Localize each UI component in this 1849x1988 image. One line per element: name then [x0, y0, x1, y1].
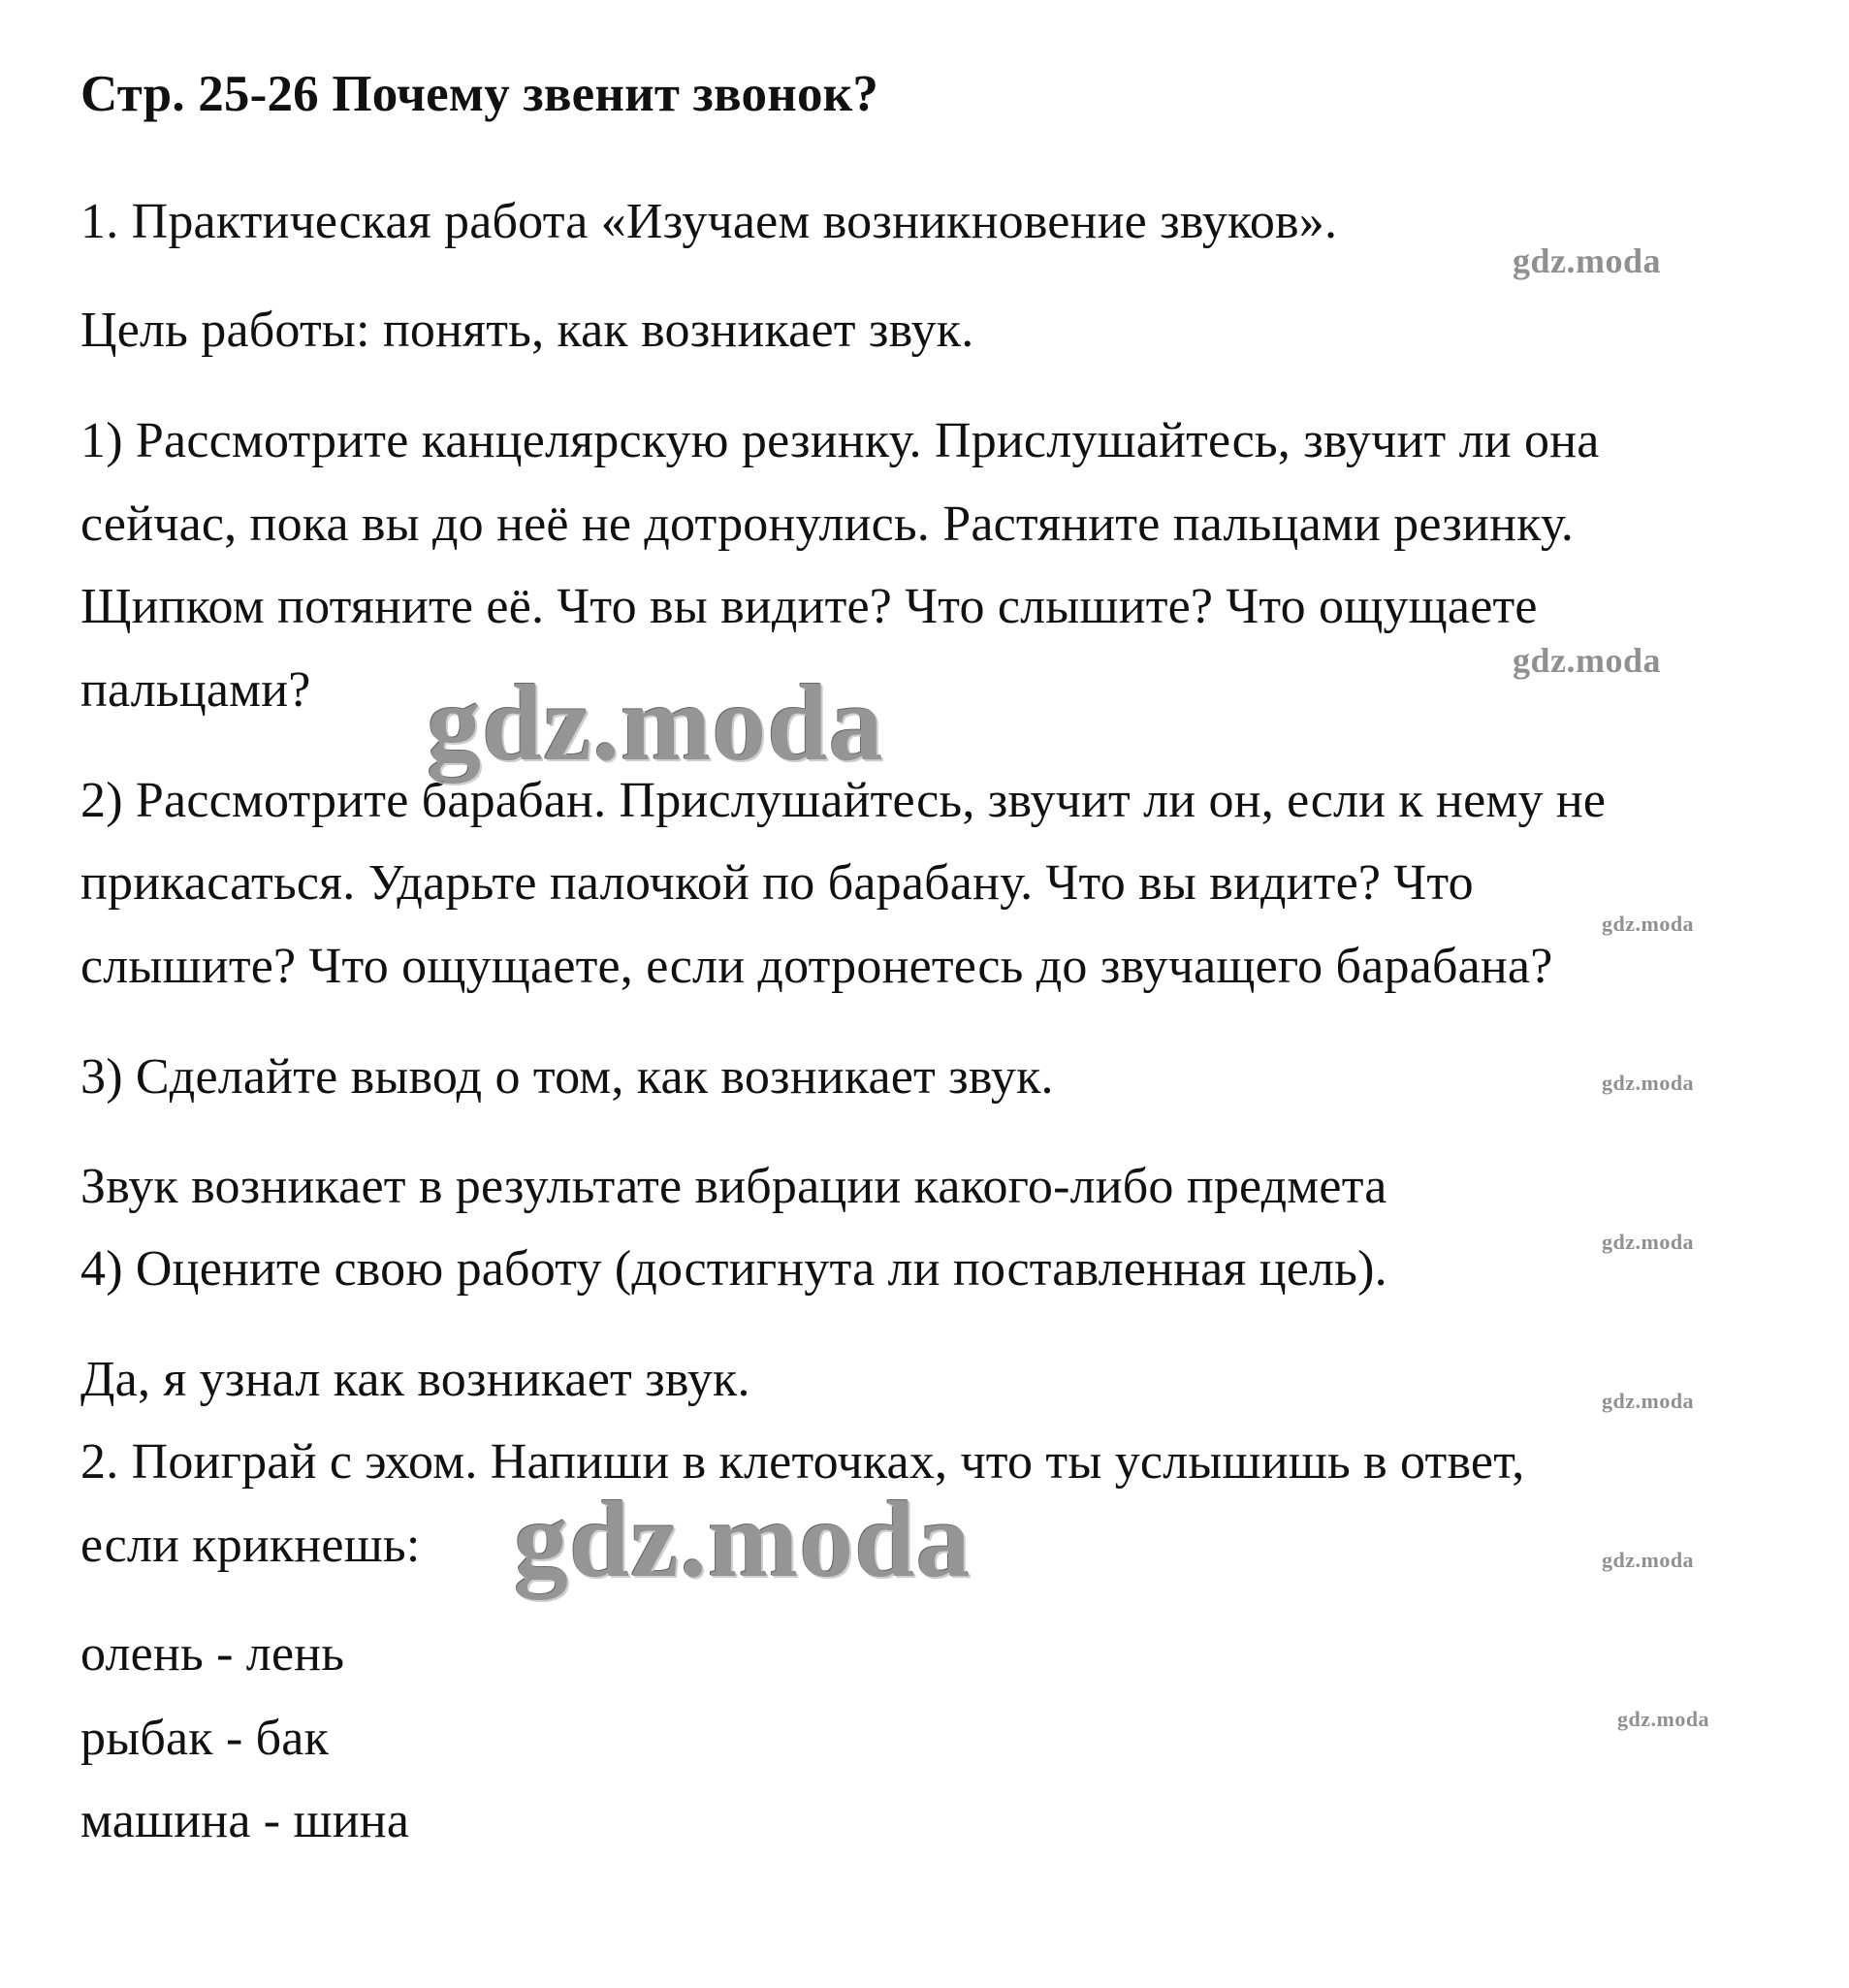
watermark-small: gdz.moda	[1513, 241, 1662, 280]
task-1-heading: 1. Практическая работа «Изучаем возникновение звуков».	[80, 194, 1338, 249]
step-2-line-3: слышите? Что ощущаете, если дотронетесь до звучащего барабана?	[80, 939, 1553, 994]
page-title: Стр. 25-26 Почему звенит звонок?	[80, 66, 879, 122]
step-1-line-3: Щипком потяните её. Что вы видите? Что слышите? Что ощущаете	[80, 579, 1538, 634]
watermark-large: gdz.moda	[514, 1480, 972, 1600]
watermark-small: gdz.moda	[1602, 912, 1695, 936]
watermark-small: gdz.moda	[1602, 1230, 1695, 1254]
watermark-small: gdz.moda	[1513, 641, 1662, 680]
watermark-small: gdz.moda	[1602, 1071, 1695, 1095]
step-1-line-4: пальцами?	[80, 662, 311, 718]
task-2-line-1: 2. Поиграй с эхом. Напиши в клеточках, что ты услышишь в ответ,	[80, 1434, 1525, 1490]
echo-answer-1: олень - лень	[80, 1626, 345, 1682]
answer-2-line: Да, я узнал как возникает звук.	[80, 1352, 750, 1407]
watermark-large: gdz.moda	[427, 663, 884, 784]
task-2-line-2: если крикнешь:	[80, 1518, 421, 1573]
step-1-line-1: 1) Рассмотрите канцелярскую резинку. Прислушайтесь, звучит ли она	[80, 413, 1600, 468]
answer-1-line: Звук возникает в результате вибрации какого-либо предмета	[80, 1159, 1387, 1214]
step-2-line-1: 2) Рассмотрите барабан. Прислушайтесь, звучит ли он, если к нему не	[80, 773, 1607, 828]
step-2-line-2: прикасаться. Ударьте палочкой по барабану. Что вы видите? Что	[80, 855, 1474, 911]
step-4-line: 4) Оцените свою работу (достигнута ли поставленная цель).	[80, 1241, 1387, 1297]
watermark-small: gdz.moda	[1602, 1548, 1695, 1572]
echo-answer-3: машина - шина	[80, 1793, 410, 1848]
goal-line: Цель работы: понять, как возникает звук.	[80, 303, 974, 358]
step-1-line-2: сейчас, пока вы до неё не дотронулись. Растяните пальцами резинку.	[80, 497, 1575, 552]
watermark-small: gdz.moda	[1602, 1389, 1695, 1413]
step-3-line: 3) Сделайте вывод о том, как возникает звук.	[80, 1049, 1054, 1105]
watermark-small: gdz.moda	[1617, 1707, 1710, 1731]
echo-answer-2: рыбак - бак	[80, 1711, 330, 1766]
